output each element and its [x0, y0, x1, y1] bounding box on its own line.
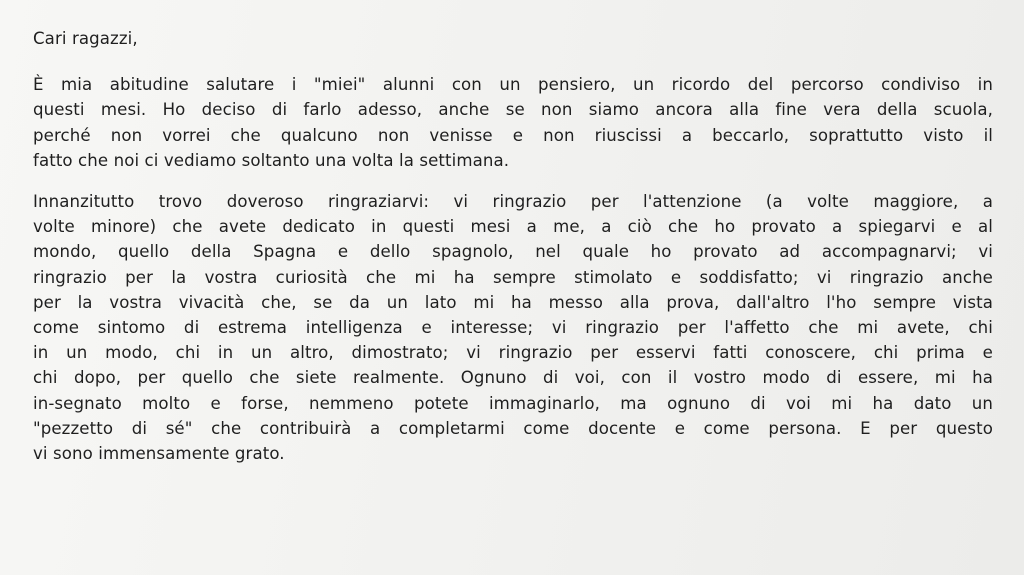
text-line: per la vostra vivacità che, se da un lato mi ha messo alla prova, dall'altro l'ho sempre vista — [33, 292, 993, 312]
paragraph-2 — [33, 189, 993, 466]
salutation: Cari ragazzi, — [33, 29, 138, 48]
paragraph-1 — [33, 72, 993, 173]
text-line: questi mesi. Ho deciso di farlo adesso, anche se non siamo ancora alla fine vera della scuola, — [33, 100, 993, 120]
text-line: perché non vorrei che qualcuno non venisse e non riuscissi a beccarlo, soprattutto visto il — [33, 125, 993, 145]
text-line: Innanzitutto trovo doveroso ringraziarvi: vi ringrazio per l'attenzione (a volte maggiore, a — [33, 192, 993, 212]
text-line: come sintomo di estrema intelligenza e interesse; vi ringrazio per l'affetto che mi avete, chi — [33, 318, 993, 338]
letter-body — [33, 26, 993, 482]
text-line: in-segnato molto e forse, nemmeno potete immaginarlo, ma ognuno di voi mi ha dato un — [33, 393, 993, 413]
text-line: "pezzetto di sé" che contribuirà a completarmi come docente e come persona. E per questo — [33, 418, 993, 438]
text-line: vi sono immensamente grato. — [33, 444, 285, 464]
text-line: chi dopo, per quello che siete realmente. Ognuno di voi, con il vostro modo di essere, mi ha — [33, 368, 993, 388]
text-line: È mia abitudine salutare i "miei" alunni con un pensiero, un ricordo del percorso condiviso in — [33, 75, 993, 95]
text-line: fatto che noi ci vediamo soltanto una volta la settimana. — [33, 150, 510, 170]
text-line: mondo, quello della Spagna e dello spagnolo, nel quale ho provato ad accompagnarvi; vi — [33, 242, 993, 262]
text-line: volte minore) che avete dedicato in questi mesi a me, a ciò che ho provato a spiegarvi e al — [33, 217, 993, 237]
text-line: in un modo, chi in un altro, dimostrato; vi ringrazio per esservi fatti conoscere, chi prima e — [33, 343, 993, 363]
text-line: ringrazio per la vostra curiosità che mi ha sempre stimolato e soddisfatto; vi ringrazio anche — [33, 267, 993, 287]
